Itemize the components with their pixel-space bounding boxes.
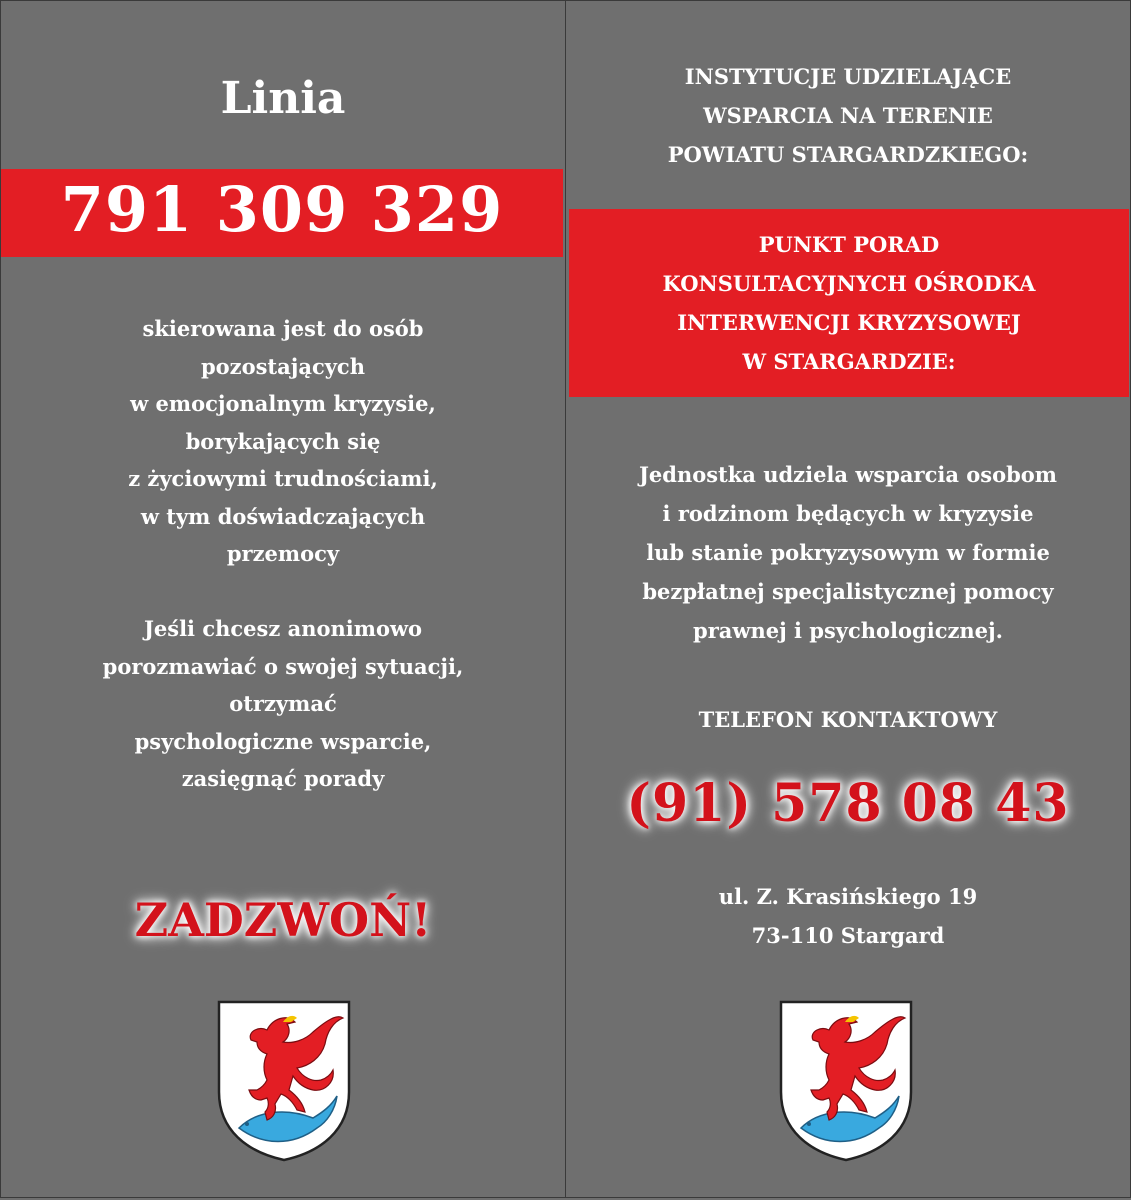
text-line: borykających się [185,428,381,454]
text-line: Jednostka udziela wsparcia osobom [638,462,1058,487]
text-line: bezpłatnej specjalistycznej pomocy [642,579,1054,604]
text-line: pozostających [200,353,365,379]
text-line: w emocjonalnym kryzysie, [130,391,436,416]
heading-line: INSTYTUCJE UDZIELAJĄCE [684,64,1012,89]
institutions-heading [566,57,1130,174]
heading-line: POWIATU STARGARDZKIEGO: [667,142,1029,167]
box-line: KONSULTACYJNYCH OŚRODKA [662,271,1036,296]
heading-line: WSPARCIA NA TERENIE [703,103,993,128]
box-line: W STARGARDZIE: [742,349,956,374]
text-line: porozmawiać o swojej sytuacji, [102,653,464,679]
text-line: skierowana jest do osób [142,316,424,341]
box-line: INTERWENCJI KRYZYSOWEJ [677,310,1021,335]
box-line: PUNKT PORAD [758,232,940,257]
address-line: 73-110 Stargard [751,923,945,948]
left-paragraph-2 [1,610,565,798]
text-line: otrzymać [229,691,337,716]
text-line: psychologiczne wsparcie, [134,728,432,754]
coat-of-arms-griffin-icon [217,1000,351,1162]
address-line: ul. Z. Krasińskiego 19 [718,884,978,909]
left-panel [0,0,566,1198]
text-line: przemocy [226,541,340,566]
crisis-center-name [569,225,1129,381]
address [566,877,1130,955]
text-line: Jeśli chcesz anonimowo [143,616,423,641]
text-line: w tym doświadczających [140,503,426,529]
call-to-action: ZADZWOŃ! [134,893,432,947]
text-line: prawnej i psychologicznej. [693,618,1003,643]
text-line: z życiowymi trudnościami, [128,466,438,491]
coat-of-arms-griffin-icon [779,1000,913,1162]
helpline-phone-number[interactable]: 791 309 329 [60,173,504,246]
contact-phone-label: TELEFON KONTAKTOWY [698,707,998,732]
left-paragraph-1 [1,310,565,573]
left-title: Linia [220,73,346,124]
text-line: zasięgnąć porady [181,766,385,791]
contact-phone-number[interactable]: (91) 578 08 43 [626,773,1070,834]
text-line: i rodzinom będących w kryzysie [662,501,1034,526]
crisis-center-description [566,455,1130,650]
right-panel [565,0,1131,1198]
text-line: lub stanie pokryzysowym w formie [646,540,1050,565]
